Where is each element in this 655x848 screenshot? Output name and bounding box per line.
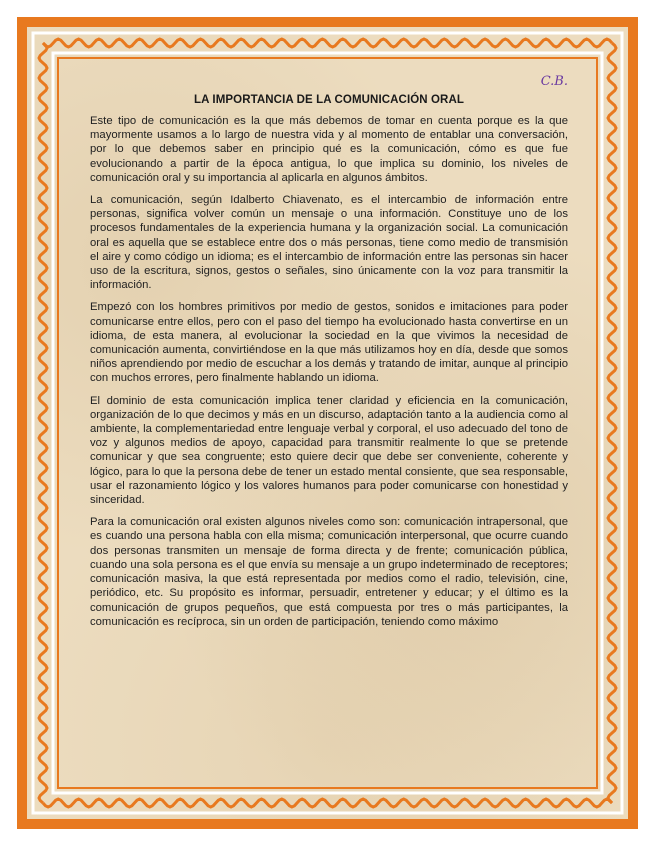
paragraph-5: Para la comunicación oral existen algunos niveles como son: comunicación intrapersonal, que es cuando una persona habla con ella misma; comunicación interpersonal, que ocurre cuando dos personas transmiten un mensaje de forma directa y de frente; comunicación pública, cuando una sola persona es el que envía su mensaje a un grupo indeterminado de receptores; comunicación masiva, la que está representada por medios como el radio, televisión, cine, periódico, etc. Su propósito es informar, persuadir, entretener y educar; y el último es la comunicación de grupos pequeños, que está compuesta por tres o más participantes, la comunicación es recíproca, sin un orden de participación, teniendo como máximo [90, 516, 568, 628]
document-content [90, 70, 568, 760]
border-wave [43, 39, 612, 47]
paragraph-3: Empezó con los hombres primitivos por medio de gestos, sonidos e imitaciones para poder comunicarse entre ellos, pero con el paso del tiempo ha evolucionado hasta convertirse en un idioma, de esta manera, al evolucionar la sociedad en la que vivimos la necesidad de comunicación aumenta, convirtiéndose en la que más utilizamos hoy en día, desde que somos niños aprendiendo por medio de escuchar a los demás y tratando de imitar, aunque al principio con muchos errores, pero finalmente hablando un idioma. [90, 301, 568, 385]
author-initials: C.B. [540, 74, 568, 89]
border-wave [39, 43, 47, 803]
border-wave [608, 43, 616, 803]
border-wave [43, 799, 612, 807]
paragraph-1: Este tipo de comunicación es la que más debemos de tomar en cuenta porque es la que mayormente usamos a lo largo de nuestra vida y al momento de entablar una conversación, por lo que debemos saber en principio qué es la comunicación, cómo es que fue evolucionando a partir de la época antigua, lo que implica su dominio, los niveles de comunicación oral y su importancia al aplicarla en algunos ámbitos. [90, 115, 568, 184]
paragraph-2: La comunicación, según Idalberto Chiavenato, es el intercambio de información entre personas, significa volver común un mensaje o una información. Constituye uno de los procesos fundamentales de la experiencia humana y la organización social. La comunicación oral es aquella que se establece entre dos o más personas, tiene como medio de transmisión el aire y como código un idioma; es el intercambio de información entre las personas sin hacer uso de la escritura, signos, gestos o señales, sino únicamente con la voz para transmitir la información. [90, 194, 568, 292]
paragraph-4: El dominio de esta comunicación implica tener claridad y eficiencia en la comunicación, organización de lo que decimos y más en un discurso, adaptación tanto a la audiencia como al ambiente, la complementariedad entre lenguaje verbal y corporal, el uso adecuado del tono de voz y algunos medios de apoyo, capacidad para transmitir realmente lo que se pretende comunicar y que sea congruente; esto quiere decir que debe ser conveniente, coherente y lógico, para lo que la persona debe de tener un estado mental consiente, que sea responsable, usar el razonamiento lógico y los valores humanos para poder comunicarse con honestidad y sinceridad. [90, 394, 568, 507]
document-title: LA IMPORTANCIA DE LA COMUNICACIÓN ORAL [194, 94, 464, 106]
